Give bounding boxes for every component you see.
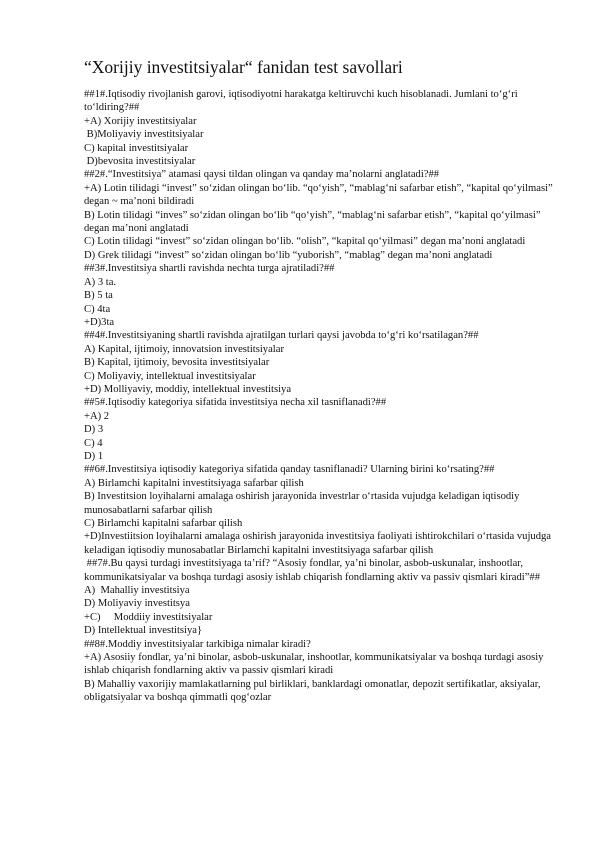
text-line: +A) Lotin tilidagi “invest” so‘zidan olingan bo‘lib. “qo‘yish”, “mablag‘ni safarbar etish”, “kapital qo‘yilmasi” degan ~ ma’noni bildiradi (84, 182, 556, 208)
text-line: B) 5 ta (84, 290, 113, 302)
test-questions (84, 88, 556, 705)
text-line: D) 3 (84, 424, 104, 436)
text-line: +D)Investiitsion loyihalarni amalaga oshirish jarayonida investitsiya faoliyati ishtirokchilari o‘rtasida vujudga keladigan iqtisodiy munosabatlar Birlamchi kapitalni investitsiyaga safarbar qilish (84, 531, 554, 556)
text-line: +A) Xorijiy investitsiyalar (84, 115, 197, 127)
text-line: C) 4ta (84, 303, 111, 315)
text-line: ##5#.Iqtisodiy kategoriya sifatida investitsiya necha xil tasniflanadi?## (84, 397, 387, 409)
text-line: ##8#.Moddiy investitsiyalar tarkibiga nimalar kiradi? (84, 638, 311, 650)
text-line: A) Kapital, ijtimoiy, innovatsion investitsiyalar (84, 343, 284, 355)
text-line: ##1#.Iqtisodiy rivojlanish garovi, iqtisodiyotni harakatga keltiruvchi kuch hisoblanadi. Jumlani to‘g‘ri to‘ldiring?## (84, 89, 521, 114)
text-line: B) Mahalliy vaxorijiy mamlakatlarning pul birliklari, banklardagi omonatlar, depozit sertifikatlar, aksiyalar, obligatsiyalar va boshqa qimmatli qog‘ozlar (84, 678, 544, 704)
text-line: C) 4 (84, 437, 103, 449)
document-title: “Xorijiy investitsiyalar“ fanidan test savollari (84, 57, 403, 77)
text-line: +C) Moddiiy investitsiyalar (84, 611, 213, 623)
text-line: +D) Molliyaviy, moddiy, intellektual investitsiya (84, 383, 292, 395)
text-line: C) kapital investitsiyalar (84, 142, 189, 154)
text-line: D) Grek tilidagi “invest” so‘zidan olingan bo‘lib “yuborish”, “mablag” degan ma’noni anglatadi (84, 249, 493, 261)
text-line: ##7#.Bu qaysi turdagi investitsiyaga ta’rif? “Asosiy fondlar, ya’ni binolar, asbob-uskunalar, inshootlar, kommunikatsiyalar va boshqa turdagi asosiy ishlab chiqarish fondlarning aktiv va passiv qismlari kiradi”## (84, 558, 541, 583)
text-line: D) Moliyaviy investitsya (84, 598, 190, 610)
text-line: ##2#.“Investitsiya” atamasi qaysi tildan olingan va qanday ma’nolarni anglatadi?## (84, 169, 440, 181)
text-line: ##3#.Investitsiya shartli ravishda nechta turga ajratiladi?## (84, 263, 335, 275)
text-line: C) Birlamchi kapitalni safarbar qilish (84, 518, 243, 529)
text-line: B) Investitsion loyihalarni amalaga oshirish jarayonida investrlar o‘rtasida vujudga keladigan iqtisodiy munosabatlarni safarbar qilish (84, 491, 523, 516)
text-line: B)Moliyaviy investitsiyalar (84, 129, 204, 141)
text-line: +D)3ta (84, 316, 115, 328)
text-line: D)bevosita investitsiyalar (84, 156, 196, 168)
text-line: +A) 2 (84, 410, 110, 422)
text-line: ##4#.Investitsiyaning shartli ravishda ajratilgan turlari qaysi javobda to‘g‘ri ko‘rsatilagan?## (84, 330, 479, 342)
text-line: +A) Asosiiy fondlar, ya’ni binolar, asbob-uskunalar, inshootlar, kommunikatsiyalar va boshqa turdagi asosiy ishlab chiqarish fondlarning aktiv va passiv qismlari kiradi (84, 652, 547, 677)
text-line: A) Birlamchi kapitalni investitsiyaga safarbar qilish (84, 477, 304, 489)
text-line: A) 3 ta. (84, 276, 117, 288)
text-line: A) Mahalliy investitsiya (84, 585, 190, 597)
text-line: C) Moliyaviy, intellektual investitsiyalar (84, 370, 256, 382)
text-line: ##6#.Investitsiya iqtisodiy kategoriya sifatida qanday tasniflanadi? Ularning birini ko‘rsating?## (84, 464, 495, 476)
text-line: B) Kapital, ijtimoiy, bevosita investitsiyalar (84, 357, 270, 369)
text-line: D) 1 (84, 450, 104, 462)
text-line: C) Lotin tilidagi “invest” so‘zidan olingan bo‘lib. “olish”, “kapital qo‘yilmasi” degan ma’noni anglatadi (84, 236, 526, 248)
text-line: B) Lotin tilidagi “inves” so‘zidan olingan bo‘lib “qo‘yish”, “mablag‘ni safarbar etish”, “kapital qo‘yilmasi” degan ma’noni anglatadi (84, 209, 544, 235)
text-line: D) Intellektual investitsiya} (84, 625, 203, 637)
